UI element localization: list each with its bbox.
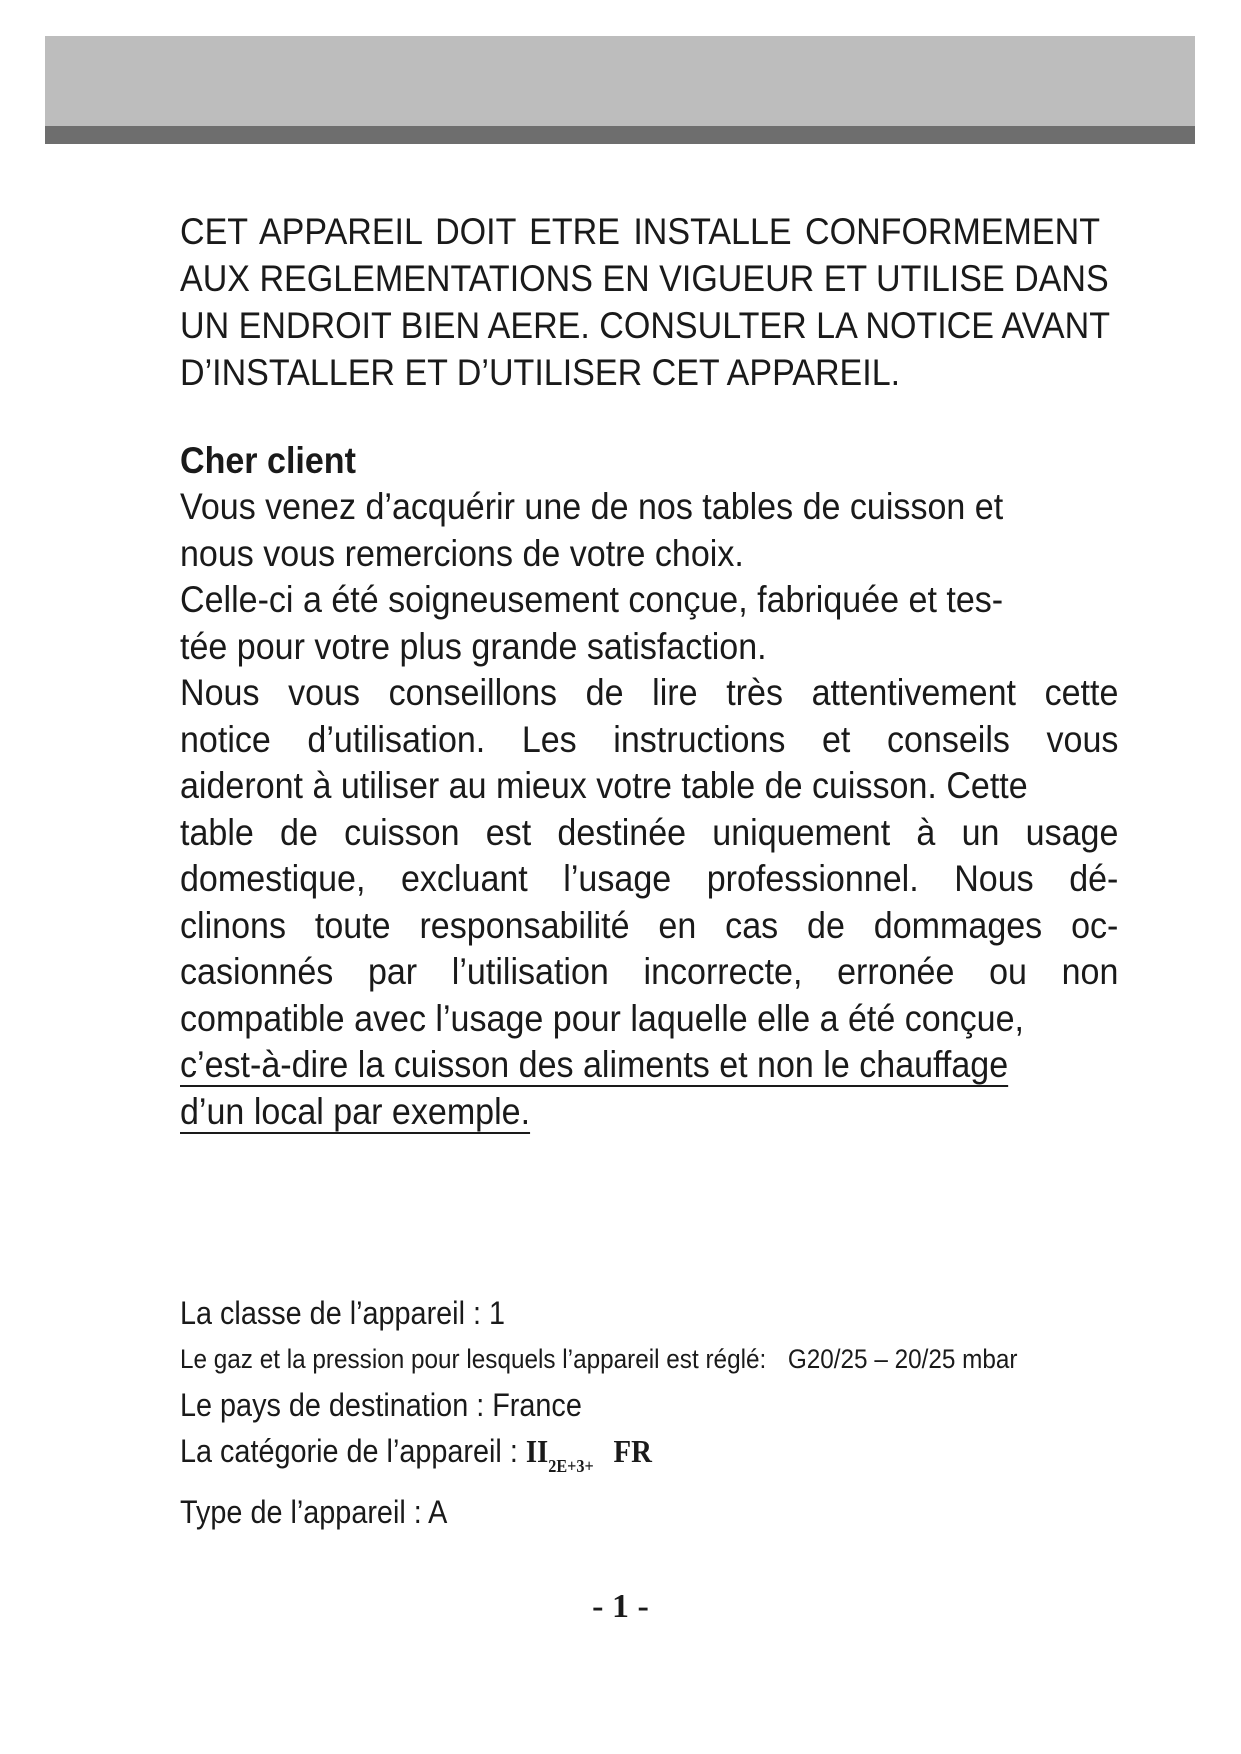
intro-line: nous vous remercions de votre choix. (180, 532, 744, 574)
intro-line: compatible avec l’usage pour laquelle elle a été conçue, (180, 997, 1024, 1039)
spec-gas (180, 1336, 1080, 1382)
safety-warning (180, 208, 1118, 396)
intro-line: notice d’utilisation. Les instructions et conseils vous (180, 718, 1119, 760)
spec-type: Type de l’appareil : A (180, 1494, 448, 1530)
spec-gas-label: Le gaz et la pression pour lesquels l’appareil est réglé: (180, 1344, 767, 1374)
spec-country: Le pays de destination : France (180, 1387, 582, 1423)
spec-class: La classe de l’appareil : 1 (180, 1295, 505, 1331)
appliance-specs (180, 1290, 1080, 1535)
intro-line-underlined: d’un local par exemple. (180, 1090, 531, 1132)
category-code-main: II (525, 1433, 549, 1469)
spec-category-code (525, 1433, 594, 1476)
intro-line: aideront à utiliser au mieux votre table de cuisson. Cette (180, 765, 1028, 806)
intro-line: domestique, excluant l’usage professionnel. Nous dé- (180, 858, 1119, 899)
warning-line: AUX REGLEMENTATIONS EN VIGUEUR ET UTILISE DANS (180, 258, 1109, 299)
spec-category (180, 1428, 1080, 1489)
category-code-sub: 2E+3+ (548, 1456, 594, 1476)
page-number: - 1 - (592, 1588, 649, 1625)
intro-line: tée pour votre plus grande satisfaction. (180, 625, 767, 667)
intro-heading: Cher client (180, 440, 356, 481)
intro-line: Nous vous conseillons de lire très attentivement cette (180, 672, 1119, 713)
spec-category-country: FR (613, 1433, 652, 1469)
intro-line: clinons toute responsabilité en cas de dommages oc- (180, 904, 1119, 946)
spec-category-label: La catégorie de l’appareil : (180, 1433, 518, 1469)
intro-line: Vous venez d’acquérir une de nos tables de cuisson et (180, 486, 1004, 527)
warning-line: CET APPAREIL DOIT ETRE INSTALLE CONFORMEMENT (180, 211, 1100, 252)
warning-line: D’INSTALLER ET D’UTILISER CET APPAREIL. (180, 352, 901, 393)
intro-line: table de cuisson est destinée uniquement à un usage (180, 811, 1119, 853)
intro-section (180, 438, 1118, 1135)
spec-gas-value: G20/25 – 20/25 mbar (787, 1344, 1018, 1374)
intro-line: Celle-ci a été soigneusement conçue, fabriquée et tes- (180, 579, 1004, 620)
intro-line-underlined: c’est-à-dire la cuisson des aliments et non le chauffage (180, 1044, 1009, 1085)
intro-line: casionnés par l’utilisation incorrecte, erronée ou non (180, 951, 1119, 992)
header-strip (45, 126, 1195, 144)
warning-line: UN ENDROIT BIEN AERE. CONSULTER LA NOTICE AVANT (180, 305, 1110, 346)
header-band (45, 36, 1195, 126)
